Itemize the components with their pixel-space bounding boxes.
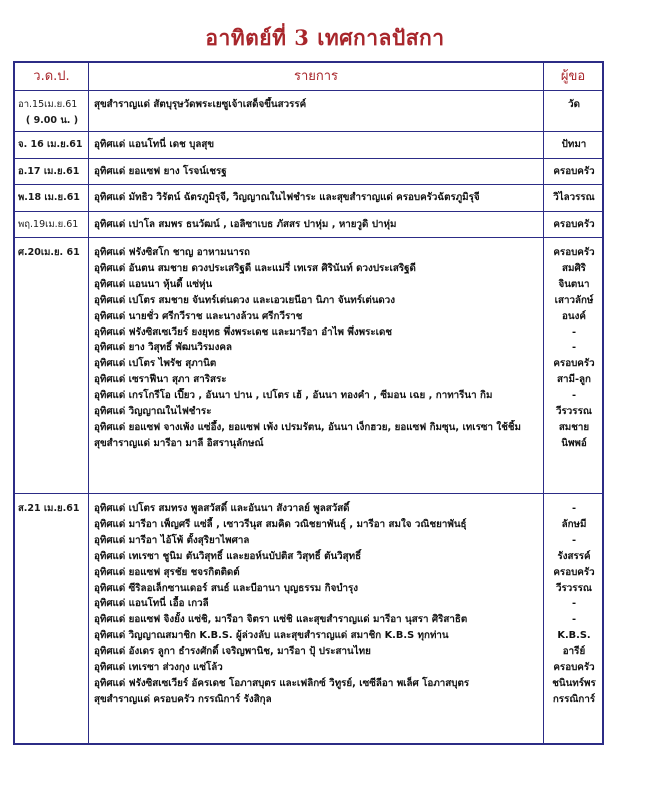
row-divider [15,184,602,185]
intention-line: อุทิศแด่ แอนโทนี่ เอื้อ เกวลี [94,598,209,610]
row-items [94,245,541,452]
page-title: อาทิตย์ที่ 3 เทศกาลปัสกา [205,25,445,50]
row-items [94,137,541,153]
intention-line: อุทิศแด่ อันตน สมชาย ดวงประเสริฐดี และแม่รี่ เทเรส ศิรินันท์ ดวงประเสริฐดี [94,262,416,274]
requester-name: อนงค์ [562,310,586,322]
row-date: ส.21 เม.ย.61 [18,503,80,514]
requester-name: ครอบครัว [553,247,595,258]
requester-name: - [571,614,577,626]
requester-name: สามี-ลูก [557,374,591,386]
row-divider [15,158,602,159]
intention-line: อุทิศแด่ มารีอา ไอ้โพ้ ตั้งสุริยาไพศาล [94,534,250,546]
requester-name: อารีย์ [562,646,586,658]
row-date: จ. 16 เม.ย.61 [18,139,83,150]
intention-line: อุทิศแด่ ฟรังซิสเซเวียร์ ยงยุทธ พึ่งพระเดช และมารีอา อำไพ พึ่งพระเดช [94,326,392,338]
intention-line: อุทิศแด่ เทเรซา ส่วงกุง แซ่โล้ว [94,662,223,674]
intention-line: สุขสำราญแด่ สัตบุรุษวัดพระเยซูเจ้าเสด็จขึ้นสวรรค์ [94,99,307,110]
row-requester [545,245,603,452]
intention-line: อุทิศแด่ มัทธิว วิรัตน์ ฉัตรภูมิรุจี, วิญญาณในไฟชำระ และสุขสำราญแด่ ครอบครัวฉัตรภูมิรุจี [94,192,480,203]
intention-line: สุขสำราญแด่ ครอบครัว กรรณิการ์ รังสิกุล [94,693,272,705]
intention-line: อุทิศแด่ วิญญาณในไฟชำระ [94,406,212,418]
row-requester [545,137,603,153]
requester-name: ครอบครัว [553,358,595,370]
intention-line: อุทิศแด่ แอนโทนี่ เดช บุลสุข [94,139,215,150]
requester-name: - [571,503,577,514]
row-items [94,97,541,113]
intention-line: อุทิศแด่ ยอแซฟ จิงยั้ง แซ่ชิ, มารีอา จิตรา แซ่ชิ และสุขสำราญแด่ มารีอา นุสรา ศิริสาธิต [94,614,468,626]
requester-name: สมชาย [558,421,590,433]
requester-name: วัด [568,99,580,110]
intention-line: อุทิศแด่ เปโตร สมทรง พูลสวัสดิ์ และอันนา สังวาลย์ พูลสวัสดิ์ [94,503,350,514]
requester-name: - [571,342,577,354]
row-requester [545,164,603,180]
row-items [94,501,541,708]
header-items: รายการ [293,69,339,84]
requester-name: ครอบครัว [553,219,595,230]
intention-line: อุทิศแด่ เทเรซา ชูนิม ตันวิสุทธิ์ และยอห์นบัปติส วิสุทธิ์ ตันวิสุทธิ์ [94,550,362,562]
requester-name: - [571,534,577,546]
requester-name: สมศิริ [562,262,586,274]
column-divider [543,63,544,743]
requester-name: ครอบครัว [553,166,595,177]
row-divider [15,493,602,494]
header-date: ว.ด.ป. [33,69,70,84]
requester-name: ครอบครัว [553,662,595,674]
row-divider [15,211,602,212]
requester-name: ชนินทร์พร [552,677,596,689]
time-text: ( 9.00 น. ) [25,115,79,126]
requester-name: วิไลวรรณ [553,192,595,203]
requester-name: รังสรรค์ [557,550,591,562]
requester-name: - [571,326,577,338]
requester-name: กรรณิการ์ [552,693,596,705]
intention-line: อุทิศแด่ เกรโกรีโอ เปี๊ยว , อันนา ปาน , เปโตร เฮ้ , อันนา ทองคำ , ซีมอน เฉย , กาทารีนา กิม [94,390,493,402]
intention-line: อุทิศแด่ เปาโล สมพร ธนวัฒน์ , เอลิซาเบธ ภัสสร ปาหุ่ม , หายวูดิ ปาหุ่ม [94,219,397,230]
row-divider [15,237,602,238]
intention-line: อุทิศแด่ นายชั่ว ศรีกวีราช และนางล้วน ศรีกวีราช [94,310,303,322]
intention-line: สุขสำราญแด่ มารีอา มาลี อิสรานุลักษณ์ [94,437,264,449]
requester-name: วีรวรรณ [556,406,592,418]
row-requester [545,217,603,233]
requester-name: ลักษมี [561,518,587,530]
intention-line: อุทิศแด่ แอนนา หุ้นดี้ แซ่หุ่น [94,278,213,290]
requester-name: วีรวรรณ [556,582,592,594]
row-requester [545,190,603,206]
date-text: อา.15เม.ย.61 [18,99,78,110]
row-date: พฤ.19เม.ย.61 [18,219,79,230]
row-items [94,164,541,180]
requester-name: - [571,390,577,402]
row-items [94,217,541,233]
intention-line: อุทิศแด่ ยอแซฟ สุรชัย ชจรกิตติดต์ [94,566,240,578]
row-date: พ.18 เม.ย.61 [18,192,80,203]
intention-line: อุทิศแด่ ยาง วิสุทธิ์ พัฒนวิรมงคล [94,342,232,354]
requester-name: เสาวลักษ์ [554,294,594,306]
intention-line: อุทิศแด่ เซราฟีนา สุภา สาริสระ [94,374,227,386]
row-divider [15,90,602,91]
row-items [94,190,541,206]
row-requester [545,501,603,708]
requester-name: ครอบครัว [553,566,595,578]
intention-line: อุทิศแด่ ฟรังซิสโก ชาญ อาหามนารถ [94,247,250,258]
intention-line: อุทิศแด่ เปโตร สมชาย จันทร์เต่นดวง และเอวเยนีอา นิภา จันทร์เต่นดวง [94,294,396,306]
intention-line: อุทิศแด่ ซีริลอเล็กซานเดอร์ สนธ์ และบีอานา บุญธรรม กิจบำรุง [94,582,359,594]
requester-name: จินตนา [558,278,590,290]
row-divider [15,131,602,132]
header-requester: ผู้ขอ [560,69,586,84]
intention-line: อุทิศแด่ วิญญาณสมาชิก K.B.S. ผู้ล่วงลับ และสุขสำราญแด่ สมาชิก K.B.S ทุกท่าน [94,630,449,642]
intention-line: อุทิศแด่ มารีอา เพ็ญศรี แซ่ลี้ , เซาวรีนุส สมคิด วณิชยาพันธุ์ , มารีอา สมใจ วณิชยาพันธุ์ [94,518,467,530]
requester-name: ปัทมา [561,139,587,150]
column-divider [88,63,89,743]
intention-line: อุทิศแด่ ยอแซฟ จางเพ้ง แซ่อึ้ง, ยอแซฟ เพ้ง เปรมรัตน, อันนา เง็กฮวย, ยอแซฟ กิมซุน, เทเรซา ใช้ชิ้ม [94,421,521,433]
intention-line: อุทิศแด่ อังเดร ลูกา ธำรงศักดิ์ เจริญพานิช, มารีอา ปุ้ ประสานไทย [94,646,371,658]
row-requester [545,97,603,113]
row-date: อ.17 เม.ย.61 [18,166,80,177]
requester-name: - [571,598,577,610]
row-date [18,97,86,128]
intentions-table [13,61,604,745]
requester-name: K.B.S. [557,630,591,642]
intention-line: อุทิศแด่ ยอแซฟ ยาง โรจน์เชรฐ [94,166,227,177]
intention-line: อุทิศแด่ ฟรังซิสเซเวียร์ อัครเดช โอภาสบุตร และเฟลิกซ์ วิทูรย์, เซซีลีอา พเล็ศ โอภาสบุตร [94,677,470,689]
intention-line: อุทิศแด่ เปโตร ไพรัช สุภานิต [94,358,217,370]
row-date: ศ.20เม.ย. 61 [18,247,80,258]
requester-name: นิพพอ์ [561,437,587,449]
